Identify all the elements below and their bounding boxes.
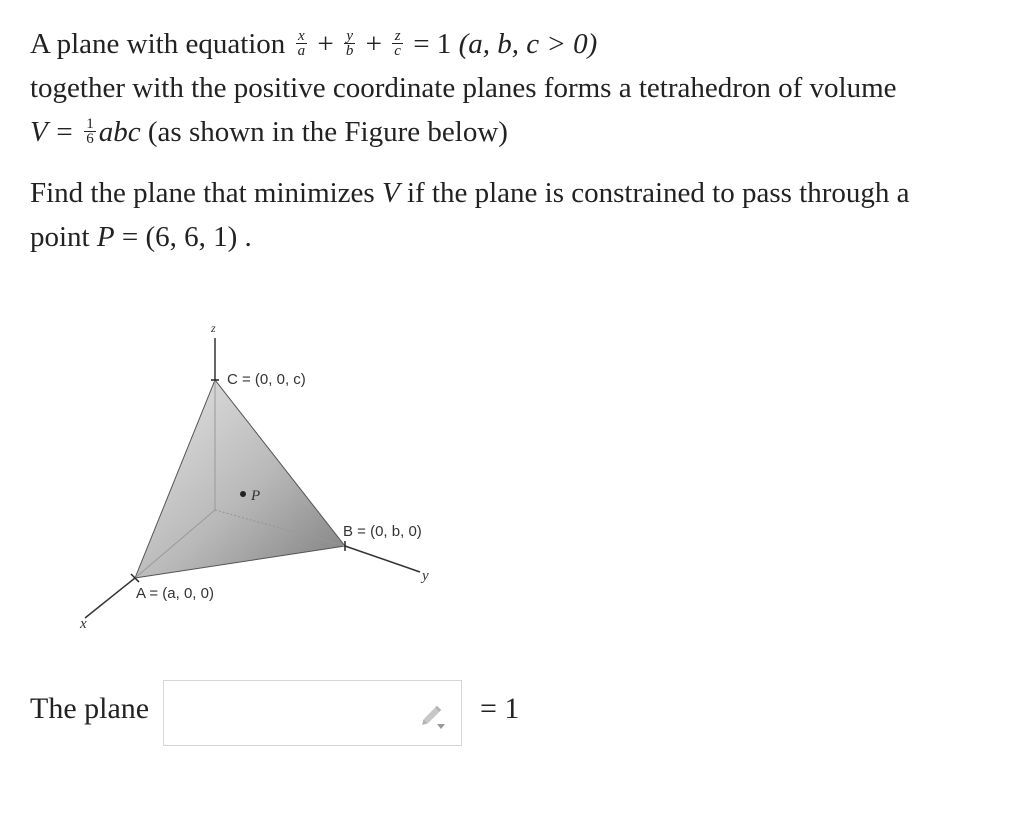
question-line-2	[30, 215, 909, 259]
volume-symbol: V	[381, 177, 400, 209]
frac-y: y	[344, 29, 356, 44]
point-prefix: point	[30, 221, 90, 253]
frac-six: 6	[86, 130, 94, 147]
fraction-y-over-b	[344, 29, 356, 58]
frac-c: c	[394, 42, 401, 59]
frac-a: a	[297, 42, 306, 59]
frac-one: 1	[86, 115, 94, 132]
problem-line-3	[30, 110, 897, 154]
point-P-dot	[240, 491, 246, 497]
frac-b: b	[345, 42, 354, 59]
plus-sign: +	[317, 28, 334, 60]
find-suffix: if the plane is constrained to pass through a	[406, 177, 910, 209]
problem-question	[30, 171, 909, 259]
figure-reference-text: (as shown in the Figure below)	[147, 116, 508, 148]
fraction-z-over-c	[392, 29, 403, 58]
volume-lhs: V =	[30, 116, 75, 148]
problem-line-2: together with the positive coordinate planes forms a tetrahedron of volume	[30, 72, 897, 104]
positivity-condition: (a, b, c > 0)	[458, 28, 598, 60]
vertex-A-label: A = (a, 0, 0)	[136, 585, 214, 602]
point-P-label: P	[251, 488, 261, 504]
find-prefix: Find the plane that minimizes	[30, 177, 375, 209]
fraction-x-over-a	[296, 29, 308, 58]
plus-sign: +	[365, 28, 383, 60]
y-axis	[345, 546, 420, 572]
answer-label: The plane	[30, 692, 150, 725]
pencil-dropdown-icon[interactable]	[419, 701, 449, 731]
problem-statement	[30, 22, 897, 154]
point-value: = (6, 6, 1) .	[121, 221, 252, 253]
fraction-one-sixth	[84, 117, 96, 146]
equals-one: = 1	[413, 28, 452, 60]
vertex-B-label: B = (0, b, 0)	[343, 523, 422, 540]
x-axis	[85, 578, 135, 618]
plane-intro-text: A plane with equation	[30, 28, 286, 60]
frac-z: z	[392, 29, 403, 44]
answer-input[interactable]	[174, 683, 418, 745]
z-axis-label: z	[211, 321, 216, 335]
y-axis-label: y	[422, 568, 429, 584]
question-line-1	[30, 171, 909, 215]
point-symbol: P	[96, 221, 115, 253]
x-axis-label: x	[80, 616, 87, 632]
frac-x: x	[296, 29, 308, 44]
volume-abc: abc	[98, 116, 141, 148]
problem-line-1	[30, 22, 897, 66]
answer-input-box[interactable]	[163, 680, 462, 746]
answer-rhs: = 1	[480, 692, 520, 725]
tetrahedron-figure	[70, 310, 490, 640]
tetrahedron-face	[135, 380, 345, 578]
vertex-C-label: C = (0, 0, c)	[227, 371, 306, 388]
